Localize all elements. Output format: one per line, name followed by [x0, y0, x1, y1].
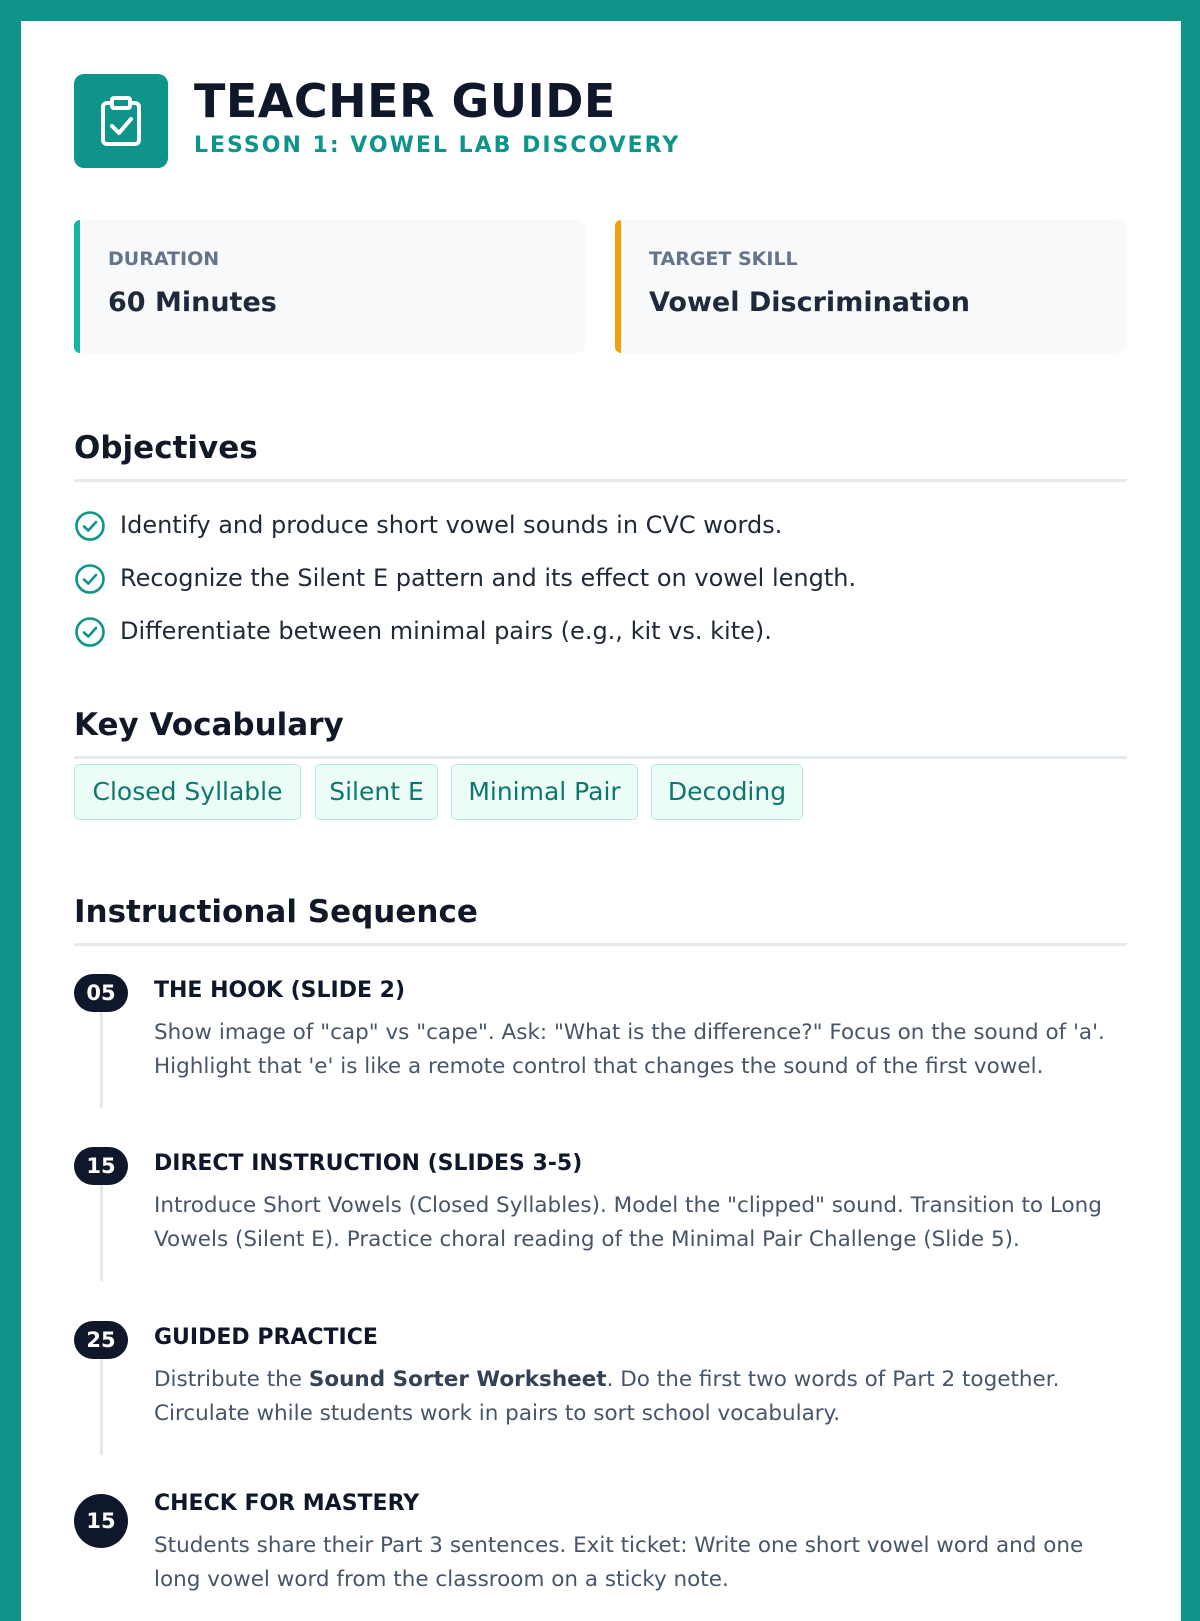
- sequence-step: [74, 1147, 1127, 1282]
- sequence-step: [74, 1491, 1127, 1604]
- objective-text: Recognize the Silent E pattern and its effect on vowel length.: [120, 564, 857, 592]
- step-minutes-badge: 15: [74, 1147, 128, 1185]
- target-skill-label: TARGET SKILL: [649, 248, 798, 270]
- objective-text: Differentiate between minimal pairs (e.g., kit vs. kite).: [120, 617, 772, 645]
- sequence-step: [74, 974, 1127, 1109]
- sequence-step: [74, 1321, 1127, 1456]
- step-title: DIRECT INSTRUCTION (SLIDES 3-5): [154, 1151, 583, 1176]
- step-minutes-badge: 05: [74, 974, 128, 1012]
- objective-item: [74, 508, 1127, 542]
- step-description-start: Distribute the: [154, 1367, 309, 1392]
- objective-item: [74, 561, 1127, 595]
- check-circle-icon: [74, 510, 106, 542]
- lesson-subtitle: LESSON 1: VOWEL LAB DISCOVERY: [194, 133, 681, 158]
- step-description: Introduce Short Vowels (Closed Syllables). Model the "clipped" sound. Transition to Long Vowels (Silent E). Practice choral reading of the Minimal Pair Challenge (Slide 5).: [154, 1193, 1102, 1252]
- check-circle-icon: [74, 563, 106, 595]
- timeline-line: [100, 1183, 103, 1281]
- step-title: THE HOOK (SLIDE 2): [154, 978, 406, 1003]
- page-title: TEACHER GUIDE: [194, 74, 616, 128]
- objectives-heading: Objectives: [74, 431, 1127, 482]
- target-skill-card: [615, 220, 1127, 353]
- target-skill-value: Vowel Discrimination: [649, 287, 970, 318]
- lesson-info-cards: [74, 220, 1127, 353]
- objective-item: [74, 614, 1127, 648]
- vocab-chip: Minimal Pair: [451, 764, 638, 820]
- step-title: GUIDED PRACTICE: [154, 1325, 378, 1350]
- page-header: [74, 74, 1127, 168]
- worksheet-name: Sound Sorter Worksheet: [308, 1367, 607, 1392]
- duration-value: 60 Minutes: [108, 287, 277, 318]
- vocabulary-heading: Key Vocabulary: [74, 708, 1127, 759]
- step-title: CHECK FOR MASTERY: [154, 1491, 420, 1516]
- clipboard-check-icon: [74, 74, 168, 168]
- vocab-chip: Closed Syllable: [74, 764, 301, 820]
- step-minutes-badge: 25: [74, 1321, 128, 1359]
- teacher-guide-page: [21, 21, 1181, 1621]
- duration-card: [74, 220, 586, 353]
- timeline-line: [100, 1010, 103, 1108]
- step-description: Show image of "cap" vs "cape". Ask: "What is the difference?" Focus on the sound of 'a'. Highlight that 'e' is like a remote control that changes the sound of the first vowel.: [154, 1020, 1105, 1079]
- vocab-chip: Decoding: [651, 764, 803, 820]
- step-minutes-badge: 15: [74, 1494, 128, 1548]
- duration-label: DURATION: [108, 248, 220, 270]
- step-description: [154, 1363, 1122, 1431]
- sequence-heading: Instructional Sequence: [74, 895, 1127, 946]
- objective-text: Identify and produce short vowel sounds in CVC words.: [120, 511, 783, 539]
- check-circle-icon: [74, 616, 106, 648]
- step-description: Students share their Part 3 sentences. Exit ticket: Write one short vowel word and one long vowel word from the classroom on a sticky note.: [154, 1533, 1084, 1592]
- step-description-end: . Do the first two words of Part 2 together. Circulate while students work in pairs to sort school vocabulary.: [154, 1367, 1060, 1426]
- timeline-line: [100, 1357, 103, 1455]
- vocab-chip: Silent E: [315, 764, 438, 820]
